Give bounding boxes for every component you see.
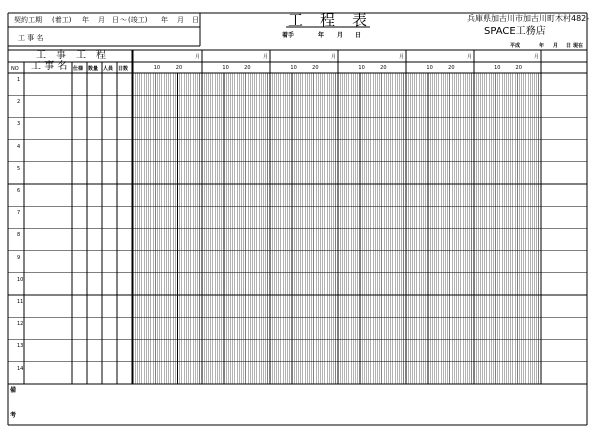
row-number: 1 [17,77,21,83]
row-number: 10 [17,276,24,283]
process-header: 工 事 工 程 [36,50,106,61]
commence-year: 年 [318,32,325,39]
period-tilde: ～ [120,16,127,24]
end-label: (竣工) [128,16,148,24]
month-label: 月 [331,54,337,60]
column-header: 人員 [103,66,114,72]
document-title: 工 程 表 [288,11,369,29]
day-tick-10: 10 [494,65,501,71]
prepared-label: 平成 [510,43,521,49]
end-year-label: 年 [161,16,168,24]
prepared-year: 年 [539,43,545,49]
row-number: 13 [17,343,24,350]
month-label: 月 [534,54,540,60]
no-header: NO [11,66,19,72]
day-tick-10: 10 [153,65,161,71]
start-month-label: 月 [98,16,105,24]
prepared-month: 月 [553,43,559,49]
row-number: 12 [17,321,24,328]
row-number: 4 [17,143,21,150]
day-tick-10: 10 [290,65,297,71]
work-name-label: 工 事 名 [18,34,44,42]
remarks-label-1: 備 [10,387,17,394]
month-label: 月 [467,54,473,60]
row-number: 9 [17,254,21,261]
day-tick-20: 20 [244,65,251,71]
column-header: 仕様 [73,66,84,72]
commence-month: 月 [337,32,344,39]
start-day-label: 日 [112,16,119,24]
commence-day: 日 [355,32,362,39]
row-number: 8 [17,232,21,239]
row-number: 14 [17,365,24,372]
end-month-label: 月 [177,16,184,24]
row-number: 2 [17,99,21,106]
day-tick-10: 10 [426,65,433,71]
commence-label: 着手 [282,32,295,39]
day-tick-20: 20 [175,65,183,71]
company-name: SPACE工務店 [484,26,546,37]
month-label: 月 [399,54,405,60]
contract-period-label: 契約工期 [14,16,42,24]
day-tick-20: 20 [380,65,387,71]
month-label: 月 [195,54,201,60]
column-header: 数量 [88,66,99,72]
start-year-label: 年 [82,16,89,24]
prepared-day: 日 [566,43,572,49]
row-number: 5 [17,165,21,172]
end-day-label: 日 [192,16,199,24]
row-number: 3 [17,121,21,128]
day-tick-20: 20 [515,65,522,71]
month-label: 月 [263,54,269,60]
as-of-label: 現在 [573,43,584,49]
column-header: 日数 [118,66,129,72]
day-tick-10: 10 [222,65,229,71]
start-label: (着工) [52,16,72,24]
day-tick-10: 10 [358,65,365,71]
day-tick-20: 20 [448,65,455,71]
remarks-label-2: 考 [10,412,17,419]
work-name-header: 工 事 名 [31,61,68,72]
company-address: 兵庫県加古川市加古川町木村482- [467,14,590,23]
row-number: 11 [17,299,24,305]
day-tick-20: 20 [312,65,319,71]
row-number: 7 [17,210,21,217]
row-number: 6 [17,188,21,194]
